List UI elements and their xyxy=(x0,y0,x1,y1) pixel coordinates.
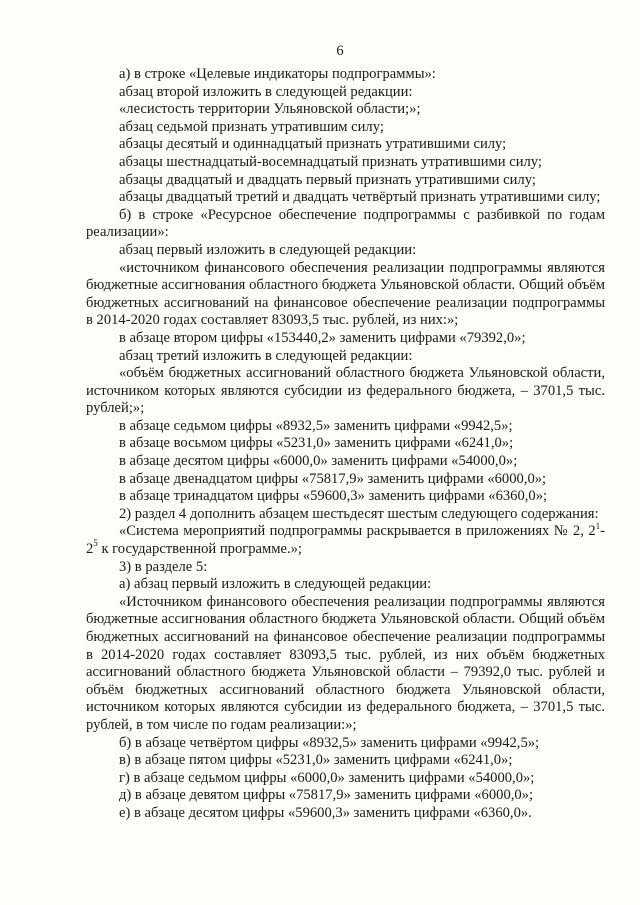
paragraph-section-5-g: г) в абзаце седьмом цифры «6000,0» заменить цифрами «54000,0»; xyxy=(119,769,535,786)
paragraph-second-numbers: в абзаце втором цифры «153440,2» заменить цифрами «79392,0»; xyxy=(119,329,526,346)
page-number: 6 xyxy=(336,43,344,59)
paragraph-third-abzats: абзац третий изложить в следующей редакции: xyxy=(119,347,413,364)
paragraph-tenth-numbers: в абзаце десятом цифры «6000,0» заменить цифрами «54000,0»; xyxy=(119,453,518,470)
paragraph-first-abzats: абзац первый изложить в следующей редакции: xyxy=(119,241,417,258)
paragraph-federal-subsidy: «объём бюджетных ассигнований областного бюджета Ульяновской области, источником которых являются субсидии из федерального бюджета, – 3701,5 тыс. рублей;»; xyxy=(86,365,605,417)
paragraph-system-of-measures xyxy=(86,520,605,558)
paragraph-section-4: 2) раздел 4 дополнить абзацем шестьдесят шестым следующего содержания: xyxy=(119,505,599,522)
system-sup-2: 5 xyxy=(93,538,98,549)
system-text-before: «Система мероприятий подпрограммы раскрывается в приложениях № 2, 2 xyxy=(119,523,596,540)
system-text-after: к государственной программе.»; xyxy=(97,541,302,558)
paragraph-second-abzats: абзац второй изложить в следующей редакции: xyxy=(119,83,413,100)
paragraph-twentieth-void: абзацы двадцатый и двадцать первый признать утратившими силу; xyxy=(119,171,536,188)
system-sup-1: 1 xyxy=(595,520,601,531)
paragraph-seventh-void: абзац седьмой признать утратившим силу; xyxy=(119,118,384,135)
paragraph-thirteenth-numbers: в абзаце тринадцатом цифры «59600,3» заменить цифрами «6360,0»; xyxy=(119,488,548,505)
paragraph-twenty-third-void: абзацы двадцатый третий и двадцать четвёртый признать утратившими силу; xyxy=(119,189,601,206)
paragraph-section-5-d: д) в абзаце девятом цифры «75817,9» заменить цифрами «6000,0»; xyxy=(119,787,534,804)
paragraph-eighth-numbers: в абзаце восьмом цифры «5231,0» заменить цифрами «6241,0»; xyxy=(119,435,514,452)
paragraph-target-indicators: а) в строке «Целевые индикаторы подпрограммы»: xyxy=(119,66,436,82)
paragraph-section-5-funding: «Источником финансового обеспечения реализации подпрограммы являются бюджетные ассигнования областного бюджета Ульяновской области. Общий объём бюджетных ассигнований на финансовое обеспечение реализации подпрограммы в 2014-2020 годах составляет 83093,5 тыс. рублей, из них объём бюджетных ассигнований областного бюджета Ульяновской области – 79392,0 тыс. рублей и объём бюджетных ассигнований областного бюджета Ульяновской области, источником которых являются субсидии из федерального бюджета, – 3701,5 тыс. рублей, в том числе по годам реализации:»; xyxy=(86,593,605,733)
paragraph-section-5-v: в) в абзаце пятом цифры «5231,0» заменить цифрами «6241,0»; xyxy=(119,752,513,769)
paragraph-section-5-e: е) в абзаце десятом цифры «59600,3» заменить цифрами «6360,0». xyxy=(119,804,532,821)
paragraph-tenth-eleventh-void: абзацы десятый и одиннадцатый признать утратившими силу; xyxy=(119,136,507,153)
document-body xyxy=(86,66,605,823)
paragraph-seventh-numbers: в абзаце седьмом цифры «8932,5» заменить цифрами «9942,5»; xyxy=(119,417,513,434)
paragraph-section-5-b: б) в абзаце четвёртом цифры «8932,5» заменить цифрами «9942,5»; xyxy=(119,734,540,751)
paragraph-forest-cover: «лесистость территории Ульяновской области;»; xyxy=(119,101,421,118)
paragraph-resource-row: б) в строке «Ресурсное обеспечение подпрограммы с разбивкой по годам реализации»: xyxy=(86,206,605,241)
paragraph-funding-source: «источником финансового обеспечения реализации подпрограммы являются бюджетные ассигнования областного бюджета Ульяновской области. Общий объём бюджетных ассигнований на финансовое обеспечение реализации подпрограммы в 2014-2020 годах составляет 83093,5 тыс. рублей, из них:»; xyxy=(86,259,605,329)
paragraph-section-5: 3) в разделе 5: xyxy=(119,558,208,575)
paragraph-twelfth-numbers: в абзаце двенадцатом цифры «75817,9» заменить цифрами «6000,0»; xyxy=(119,470,547,487)
system-text-mid: -2 xyxy=(86,523,605,558)
paragraph-sixteenth-eighteenth-void: абзацы шестнадцатый-восемнадцатый признать утратившими силу; xyxy=(119,153,542,170)
paragraph-section-5-a: а) абзац первый изложить в следующей редакции: xyxy=(119,576,432,593)
